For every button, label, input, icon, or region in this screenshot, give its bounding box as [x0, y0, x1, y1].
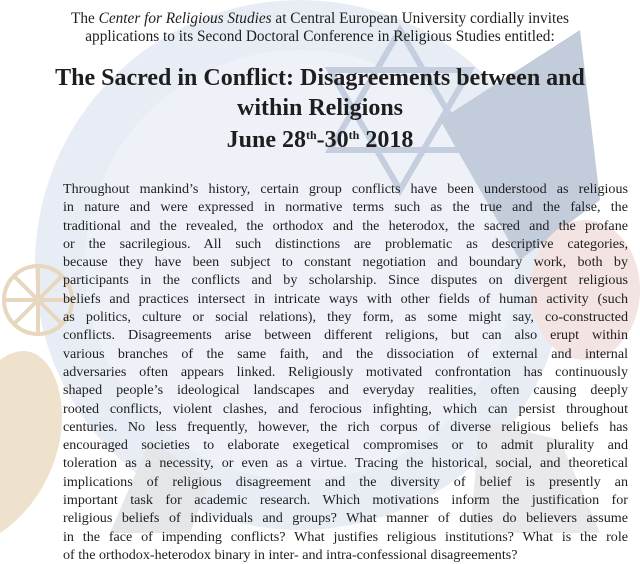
ochre-patch-shape	[0, 351, 62, 533]
invitation-line-2: applications to its Second Doctoral Conference in Religious Studies entitled:	[85, 28, 555, 45]
title-line-2: within Religions	[236, 95, 404, 121]
center-name: Center for Religious Studies	[98, 10, 272, 27]
paragraph-line: because they have been subject to constant negotiation and boundary work, both by	[63, 254, 628, 271]
date-year: 2018	[359, 127, 414, 153]
paragraph-line: traditional and the revealed, the orthodox and the heterodox, the sacred and the profane	[63, 217, 628, 234]
invitation-text	[0, 10, 640, 46]
title-line-1: The Sacred in Conflict: Disagreements between and	[55, 65, 585, 91]
conference-dates	[0, 125, 640, 155]
paragraph-line: adversaries often appears linked. Religiously motivated confrontation has continuously	[63, 363, 628, 380]
paragraph-line: toleration as a necessity, or even as a virtue. Tracing the historical, social, and theoretical	[63, 455, 628, 472]
dharma-wheel-icon	[4, 266, 72, 334]
paragraph-line: centuries. No less frequently, however, the rich corpus of diverse religious beliefs has	[63, 418, 628, 435]
paragraph-line: in nature and were expressed in normative terms such as the true and the false, the	[63, 199, 628, 216]
date-end: -30	[316, 127, 349, 153]
invitation-line-1	[0, 10, 640, 28]
date-start-suffix: th	[306, 128, 317, 142]
paragraph-line: or the sacrilegious. All such distinctions are problematic as descriptive categories,	[63, 235, 628, 252]
paragraph-line: religious beliefs of individuals and groups? What manner of duties do believers assume	[63, 510, 628, 527]
paragraph-line: of the orthodox-heterodox binary in inter- and intra-confessional disagreements?	[63, 546, 518, 563]
paragraph-line: encouraged societies to elaborate exegetical compromises or to admit plurality and	[63, 437, 628, 454]
paragraph-line: important task for academic research. Which motivations inform the justification for	[63, 492, 628, 509]
paragraph-line: conflicts. Disagreements arise between different religions, but can also erupt within	[63, 327, 628, 344]
paragraph-line: various branches of the same faith, and the dissociation of external and internal	[63, 345, 628, 362]
description-paragraph	[63, 180, 628, 564]
paragraph-line: beliefs and practices intersect in intricate ways with other fields of human activity (such	[63, 290, 628, 307]
invitation-prefix: The	[71, 10, 99, 27]
paragraph-line: participants in the conflicts and by scholarship. Since disputes on divergent religious	[63, 272, 628, 289]
paragraph-line: rooted conflicts, violent clashes, and ferocious infighting, which can persist throughout	[63, 400, 628, 417]
paragraph-line: Throughout mankind’s history, certain group conflicts have been understood as religious	[63, 181, 628, 197]
paragraph-line: implications of religious disagreement and the diversity of belief is presently an	[63, 473, 628, 490]
invitation-suffix: at Central European University cordially invites	[271, 10, 569, 27]
paragraph-line: as politics, culture or social relations), they form, as some might say, co-constructed	[63, 309, 628, 326]
paragraph-line: in the face of impending conflicts? What justifies religious institutions? What is the role	[63, 528, 628, 545]
date-end-suffix: th	[348, 128, 360, 142]
paragraph-line: shaped people’s ideological landscapes and everyday realities, often causing deeply	[63, 382, 628, 399]
date-start: June 28	[226, 127, 306, 153]
conference-title	[0, 63, 640, 123]
